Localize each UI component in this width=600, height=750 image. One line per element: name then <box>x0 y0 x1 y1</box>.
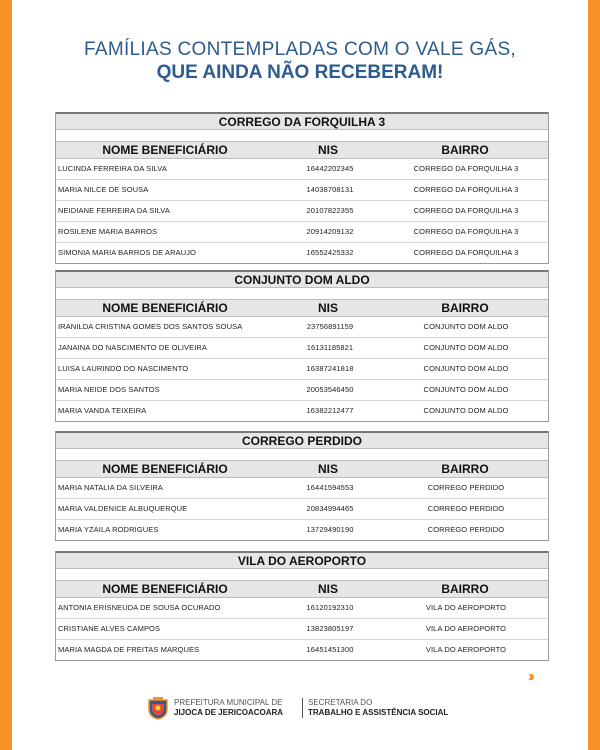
section-corrego-da-forquilha-3 <box>55 112 549 264</box>
header-nis: NIS <box>317 143 338 157</box>
page <box>12 0 588 750</box>
section-title: CONJUNTO DOM ALDO <box>56 270 548 288</box>
table-row <box>56 520 548 540</box>
header-bairro: BAIRRO <box>441 143 489 157</box>
cell-nis: 16441594553 <box>306 483 354 492</box>
section-conjunto-dom-aldo <box>55 270 549 422</box>
cell-nis: 16131185821 <box>306 343 354 352</box>
cell-name: LUCINDA FERREIRA DA SILVA <box>58 164 167 173</box>
cell-nis: 20914209132 <box>306 227 354 236</box>
footer <box>12 694 588 724</box>
header-nis: NIS <box>317 301 338 315</box>
cell-name: MARIA VANDA TEIXEIRA <box>58 406 147 415</box>
header-name: NOME BENEFICIÁRIO <box>102 143 228 157</box>
cell-name: ROSILENE MARIA BARROS <box>58 227 158 236</box>
table-row <box>56 401 548 421</box>
footer-right-bottom: TRABALHO E ASSISTÊNCIA SOCIAL <box>308 708 449 717</box>
cell-name: IRANILDA CRISTINA GOMES DOS SANTOS SOUSA <box>58 322 243 331</box>
headline-line-1: FAMÍLIAS CONTEMPLADAS COM O VALE GÁS, <box>83 39 516 60</box>
chevron-right-icon: ››› <box>528 668 531 685</box>
cell-name: NEIDIANE FERREIRA DA SILVA <box>58 206 170 215</box>
cell-nis: 20053546450 <box>306 385 354 394</box>
table-row <box>56 478 548 499</box>
header-bairro: BAIRRO <box>441 301 489 315</box>
cell-bairro: CONJUNTO DOM ALDO <box>423 343 509 352</box>
table-row <box>56 640 548 660</box>
section-title: CORREGO PERDIDO <box>56 431 548 449</box>
table-row <box>56 201 548 222</box>
cell-name: MARIA NATALIA DA SILVEIRA <box>58 483 164 492</box>
header-nis: NIS <box>317 582 338 596</box>
cell-nis: 16120192310 <box>306 603 354 612</box>
cell-bairro: CORREGO PERDIDO <box>427 525 505 534</box>
table-header <box>56 460 548 478</box>
footer-left-bottom: JIJOCA DE JERICOACOARA <box>174 708 284 717</box>
cell-bairro: CORREGO DA FORQUILHA 3 <box>413 248 519 257</box>
header-name: NOME BENEFICIÁRIO <box>102 462 228 476</box>
cell-nis: 16442202345 <box>306 164 354 173</box>
footer-divider <box>302 698 303 718</box>
table-header <box>56 299 548 317</box>
header-name: NOME BENEFICIÁRIO <box>102 301 228 315</box>
table-row <box>56 338 548 359</box>
cell-nis: 20834994465 <box>306 504 354 513</box>
cell-bairro: CONJUNTO DOM ALDO <box>423 364 509 373</box>
cell-nis: 23756891159 <box>306 322 354 331</box>
cell-bairro: CORREGO DA FORQUILHA 3 <box>413 185 519 194</box>
cell-nis: 13729490190 <box>306 525 354 534</box>
table-row <box>56 317 548 338</box>
cell-name: ANTONIA ERISNEUDA DE SOUSA OCURADO <box>58 603 221 612</box>
table-header <box>56 580 548 598</box>
municipal-crest-icon <box>147 696 169 720</box>
cell-name: MARIA NILCE DE SOUSA <box>58 185 149 194</box>
cell-bairro: CORREGO DA FORQUILHA 3 <box>413 227 519 236</box>
footer-prefeitura <box>174 698 283 718</box>
table-row <box>56 598 548 619</box>
table-row <box>56 619 548 640</box>
cell-name: MARIA MAGDA DE FREITAS MARQUES <box>58 645 200 654</box>
cell-name: LUISA LAURINDO DO NASCIMENTO <box>58 364 189 373</box>
cell-bairro: CORREGO DA FORQUILHA 3 <box>413 164 519 173</box>
cell-name: SIMONIA MARIA BARROS DE ARAUJO <box>58 248 197 257</box>
cell-nis: 16382212477 <box>306 406 354 415</box>
section-title: CORREGO DA FORQUILHA 3 <box>56 112 548 130</box>
cell-bairro: CORREGO PERDIDO <box>427 504 505 513</box>
cell-bairro: CONJUNTO DOM ALDO <box>423 385 509 394</box>
cell-bairro: CONJUNTO DOM ALDO <box>423 406 509 415</box>
headline-line-2: QUE AINDA NÃO RECEBERAM! <box>156 62 444 83</box>
cell-nis: 16552425332 <box>306 248 354 257</box>
cell-bairro: CORREGO DA FORQUILHA 3 <box>413 206 519 215</box>
cell-nis: 13823805197 <box>306 624 354 633</box>
cell-bairro: CONJUNTO DOM ALDO <box>423 322 509 331</box>
cell-name: MARIA NEIDE DOS SANTOS <box>58 385 160 394</box>
table-row <box>56 499 548 520</box>
table-row <box>56 380 548 401</box>
table-row <box>56 359 548 380</box>
table-row <box>56 222 548 243</box>
cell-bairro: VILA DO AEROPORTO <box>425 645 507 654</box>
section-title: VILA DO AEROPORTO <box>56 551 548 569</box>
footer-left-top: PREFEITURA MUNICIPAL DE <box>174 698 283 707</box>
cell-nis: 16451451300 <box>306 645 354 654</box>
cell-nis: 14038708131 <box>306 185 354 194</box>
header-nis: NIS <box>317 462 338 476</box>
headline <box>12 38 588 84</box>
footer-secretaria <box>308 698 448 718</box>
header-bairro: BAIRRO <box>441 462 489 476</box>
table-row <box>56 180 548 201</box>
cell-nis: 20107822355 <box>306 206 354 215</box>
header-bairro: BAIRRO <box>441 582 489 596</box>
section-corrego-perdido <box>55 431 549 541</box>
cell-bairro: CORREGO PERDIDO <box>427 483 505 492</box>
cell-name: CRISTIANE ALVES CAMPOS <box>58 624 161 633</box>
table-row <box>56 243 548 263</box>
table-header <box>56 141 548 159</box>
header-name: NOME BENEFICIÁRIO <box>102 582 228 596</box>
cell-name: MARIA YZAILA RODRIGUES <box>58 525 159 534</box>
footer-right-top: SECRETARIA DO <box>308 698 373 707</box>
section-vila-do-aeroporto <box>55 551 549 661</box>
cell-name: MARIA VALDENICE ALBUQUERQUE <box>58 504 188 513</box>
cell-bairro: VILA DO AEROPORTO <box>425 624 507 633</box>
cell-nis: 16387241818 <box>306 364 354 373</box>
table-row <box>56 159 548 180</box>
cell-bairro: VILA DO AEROPORTO <box>425 603 507 612</box>
cell-name: JANAINA DO NASCIMENTO DE OLIVEIRA <box>58 343 208 352</box>
